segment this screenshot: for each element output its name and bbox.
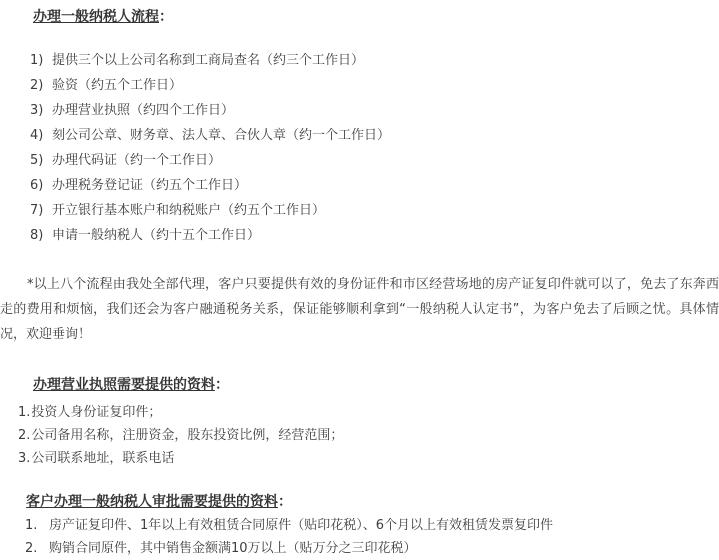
list-item [25, 514, 719, 537]
process-section-title-colon: ： [159, 9, 173, 25]
step-text: 办理税务登记证（约五个工作日） [52, 178, 248, 193]
step-text: 申请一般纳税人（约十五个工作日） [52, 228, 261, 243]
item-text: 房产证复印件、1年以上有效租赁合同原件（贴印花税）、6个月以上有效租赁发票复印件 [49, 518, 554, 533]
step-text: 办理营业执照（约四个工作日） [52, 103, 235, 118]
list-item [30, 98, 719, 123]
item-number: 1. [18, 405, 31, 420]
step-number: 1) [30, 53, 44, 68]
step-text: 办理代码证（约一个工作日） [52, 153, 222, 168]
item-number: 1. [25, 518, 38, 533]
list-item [18, 401, 719, 424]
list-item [30, 223, 719, 248]
list-item [25, 537, 719, 560]
item-number: 2. [18, 428, 31, 443]
step-number: 5) [30, 153, 44, 168]
list-item [18, 424, 719, 447]
approval-section-title-colon: ： [278, 494, 292, 510]
list-item [30, 73, 719, 98]
item-number: 3. [18, 451, 31, 466]
item-text: 公司备用名称，注册资金，股东投资比例，经营范围； [31, 428, 344, 443]
list-item [18, 447, 719, 470]
step-number: 2) [30, 78, 44, 93]
list-item [30, 173, 719, 198]
step-text: 验资（约五个工作日） [52, 78, 183, 93]
item-text: 购销合同原件，其中销售金额满10万以上（贴万分之三印花税） [49, 541, 417, 556]
step-text: 开立银行基本账户和纳税账户（约五个工作日） [52, 203, 326, 218]
license-section-title-colon: ： [215, 377, 229, 393]
list-item [30, 48, 719, 73]
step-number: 8) [30, 228, 44, 243]
license-materials-list [0, 401, 719, 470]
approval-materials-list [0, 514, 719, 560]
list-item [30, 123, 719, 148]
item-number: 2. [25, 541, 38, 556]
step-text: 刻公司公章、财务章、法人章、合伙人章（约一个工作日） [52, 128, 391, 143]
step-number: 3) [30, 103, 44, 118]
list-item [30, 148, 719, 173]
approval-section-title [26, 494, 719, 510]
process-steps-list [0, 48, 719, 248]
step-number: 7) [30, 203, 44, 218]
item-text: 投资人身份证复印件； [31, 405, 162, 420]
agency-note-paragraph: *以上八个流程由我处全部代理，客户只要提供有效的身份证件和市区经营场地的房产证复印件就可以了，免去了东奔西走的费用和烦恼，我们还会为客户融通税务关系，保证能够顺利拿到“一般纳税人认定书”，为客户免去了后顾之忧。具体情况，欢迎垂询！ [0, 277, 719, 342]
license-section-title-text: 办理营业执照需要提供的资料 [33, 377, 215, 393]
process-section-title-text: 办理一般纳税人流程 [33, 9, 159, 25]
item-text: 公司联系地址，联系电话 [31, 451, 175, 466]
license-section-title [33, 377, 719, 393]
process-section-title [33, 0, 719, 25]
step-number: 4) [30, 128, 44, 143]
approval-section-title-text: 客户办理一般纳税人审批需要提供的资料 [26, 494, 278, 510]
list-item [30, 198, 719, 223]
step-number: 6) [30, 178, 44, 193]
step-text: 提供三个以上公司名称到工商局查名（约三个工作日） [52, 53, 365, 68]
